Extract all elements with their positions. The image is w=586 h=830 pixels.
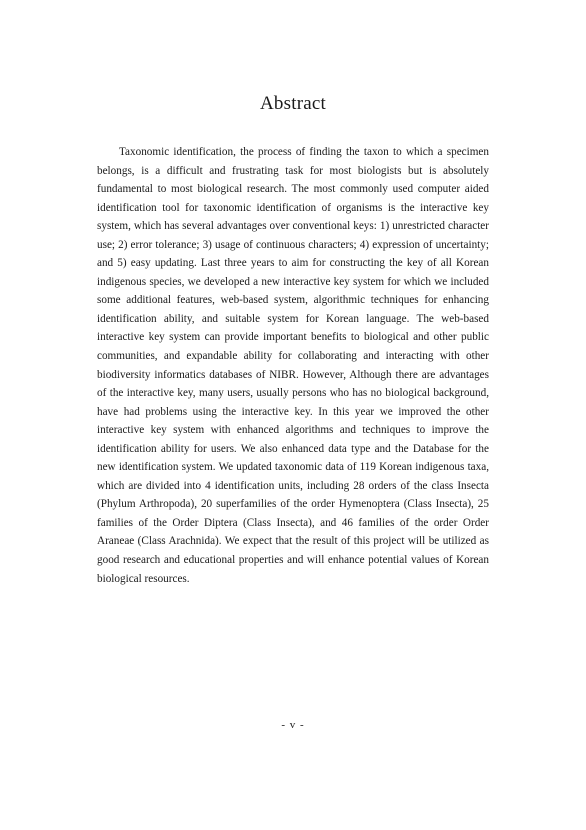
abstract-paragraph: Taxonomic identification, the process of finding the taxon to which a specimen belongs, is a difficult and frustrating task for most biologists but is absolutely fundamental to most biological research. The most commonly used computer aided identification tool for taxonomic identification of organisms is the interactive key system, which has several advantages over conventional keys: 1) unrestricted character use; 2) error tolerance; 3) usage of continuous characters; 4) expression of uncertainty; and 5) easy updating. Last three years to aim for constructing the key of all Korean indigenous species, we developed a new interactive key system for which we included some additional features, web-based system, algorithmic techniques for enhancing identification ability, and suitable system for Korean language. The web-based interactive key system can provide important benefits to biological and other public communities, and expandable ability for collaborating and interacting with other biodiversity informatics databases of NIBR. However, Although there are advantages of the interactive key, many users, usually persons who has no biological background, have had problems using the interactive key. In this year we improved the other interactive key system with enhanced algorithms and techniques to improve the identification ability for users. We also enhanced data type and the Database for the new identification system. We updated taxonomic data of 119 Korean indigenous taxa, which are divided into 4 identification units, including 28 orders of the class Insecta (Phylum Arthropoda), 20 superfamilies of the order Hymenoptera (Class Insecta), 25 families of the Order Diptera (Class Insecta), and 46 families of the order Order Araneae (Class Arachnida). We expect that the result of this project will be utilized as good research and educational properties and will enhance potential values of Korean biological resources.: [97, 146, 489, 585]
page-title: Abstract: [260, 93, 326, 114]
page-number: - v -: [281, 719, 305, 731]
